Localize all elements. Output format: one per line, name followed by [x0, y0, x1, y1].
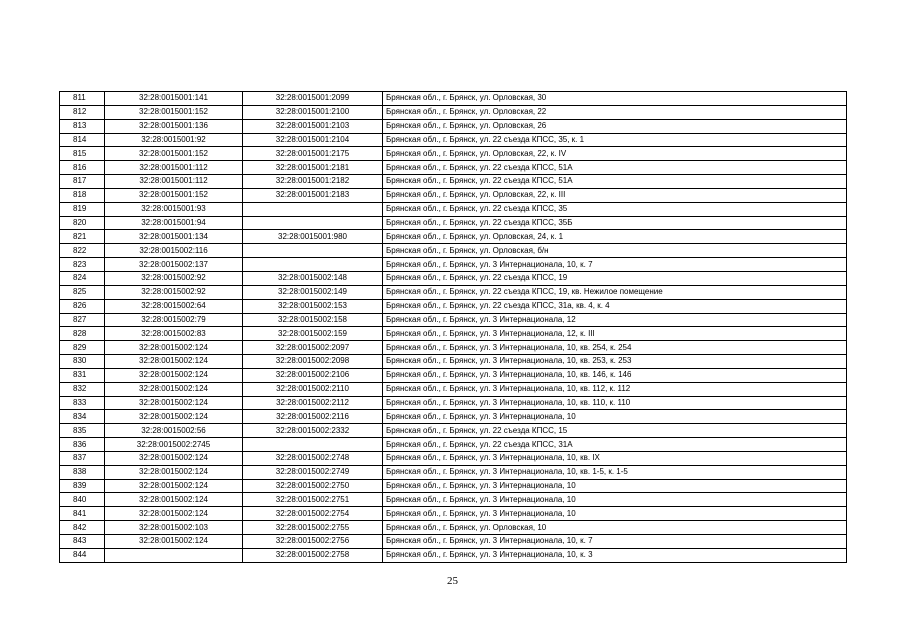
row-number-cell: 835 — [60, 424, 105, 438]
table-row — [60, 244, 847, 258]
table-row — [60, 382, 847, 396]
address-cell: Брянская обл., г. Брянск, ул. Орловская, 22, к. III — [383, 188, 847, 202]
land-cadastral-number-cell: 32:28:0015001:112 — [105, 161, 243, 175]
object-cadastral-number-cell: 32:28:0015001:2103 — [243, 119, 383, 133]
object-cadastral-number-cell: 32:28:0015001:2104 — [243, 133, 383, 147]
land-cadastral-number-cell: 32:28:0015002:124 — [105, 410, 243, 424]
object-cadastral-number-cell: 32:28:0015002:2756 — [243, 535, 383, 549]
land-cadastral-number-cell: 32:28:0015002:124 — [105, 396, 243, 410]
table-row — [60, 202, 847, 216]
land-cadastral-number-cell: 32:28:0015002:124 — [105, 355, 243, 369]
row-number-cell: 816 — [60, 161, 105, 175]
row-number-cell: 838 — [60, 465, 105, 479]
address-cell: Брянская обл., г. Брянск, ул. 3 Интернационала, 10, к. 7 — [383, 535, 847, 549]
object-cadastral-number-cell: 32:28:0015002:159 — [243, 327, 383, 341]
table-row — [60, 451, 847, 465]
land-cadastral-number-cell: 32:28:0015002:124 — [105, 382, 243, 396]
object-cadastral-number-cell: 32:28:0015002:2758 — [243, 548, 383, 562]
land-cadastral-number-cell: 32:28:0015002:124 — [105, 341, 243, 355]
object-cadastral-number-cell: 32:28:0015002:2755 — [243, 521, 383, 535]
land-cadastral-number-cell: 32:28:0015002:124 — [105, 451, 243, 465]
land-cadastral-number-cell: 32:28:0015001:141 — [105, 92, 243, 106]
table-row — [60, 327, 847, 341]
table-row — [60, 258, 847, 272]
object-cadastral-number-cell: 32:28:0015002:2116 — [243, 410, 383, 424]
land-cadastral-number-cell: 32:28:0015001:152 — [105, 147, 243, 161]
address-cell: Брянская обл., г. Брянск, ул. 3 Интернационала, 10 — [383, 493, 847, 507]
row-number-cell: 839 — [60, 479, 105, 493]
row-number-cell: 821 — [60, 230, 105, 244]
object-cadastral-number-cell: 32:28:0015001:2181 — [243, 161, 383, 175]
row-number-cell: 833 — [60, 396, 105, 410]
object-cadastral-number-cell: 32:28:0015001:980 — [243, 230, 383, 244]
page-number: 25 — [447, 575, 458, 587]
row-number-cell: 817 — [60, 175, 105, 189]
object-cadastral-number-cell: 32:28:0015002:2749 — [243, 465, 383, 479]
land-cadastral-number-cell: 32:28:0015001:93 — [105, 202, 243, 216]
land-cadastral-number-cell: 32:28:0015002:103 — [105, 521, 243, 535]
land-cadastral-number-cell: 32:28:0015002:64 — [105, 299, 243, 313]
address-cell: Брянская обл., г. Брянск, ул. 3 Интернационала, 12, к. III — [383, 327, 847, 341]
address-cell: Брянская обл., г. Брянск, ул. Орловская, 10 — [383, 521, 847, 535]
object-cadastral-number-cell: 32:28:0015002:2754 — [243, 507, 383, 521]
address-cell: Брянская обл., г. Брянск, ул. Орловская, 30 — [383, 92, 847, 106]
land-cadastral-number-cell: 32:28:0015002:137 — [105, 258, 243, 272]
object-cadastral-number-cell: 32:28:0015002:158 — [243, 313, 383, 327]
object-cadastral-number-cell: 32:28:0015002:2332 — [243, 424, 383, 438]
land-cadastral-number-cell: 32:28:0015002:56 — [105, 424, 243, 438]
object-cadastral-number-cell — [243, 244, 383, 258]
table-row — [60, 299, 847, 313]
row-number-cell: 843 — [60, 535, 105, 549]
address-cell: Брянская обл., г. Брянск, ул. 3 Интернационала, 10, кв. 1-5, к. 1-5 — [383, 465, 847, 479]
land-cadastral-number-cell: 32:28:0015002:92 — [105, 271, 243, 285]
row-number-cell: 812 — [60, 105, 105, 119]
table-row — [60, 410, 847, 424]
address-cell: Брянская обл., г. Брянск, ул. 22 съезда КПСС, 31А — [383, 438, 847, 452]
table-row — [60, 507, 847, 521]
address-cell: Брянская обл., г. Брянск, ул. 3 Интернационала, 10, к. 3 — [383, 548, 847, 562]
address-cell: Брянская обл., г. Брянск, ул. 22 съезда КПСС, 15 — [383, 424, 847, 438]
row-number-cell: 822 — [60, 244, 105, 258]
address-cell: Брянская обл., г. Брянск, ул. Орловская, б/н — [383, 244, 847, 258]
address-cell: Брянская обл., г. Брянск, ул. 3 Интернационала, 10 — [383, 410, 847, 424]
object-cadastral-number-cell: 32:28:0015002:2112 — [243, 396, 383, 410]
object-cadastral-number-cell — [243, 258, 383, 272]
address-cell: Брянская обл., г. Брянск, ул. 22 съезда КПСС, 35, к. 1 — [383, 133, 847, 147]
row-number-cell: 824 — [60, 271, 105, 285]
object-cadastral-number-cell: 32:28:0015001:2100 — [243, 105, 383, 119]
table-row — [60, 230, 847, 244]
object-cadastral-number-cell: 32:28:0015002:2106 — [243, 368, 383, 382]
row-number-cell: 811 — [60, 92, 105, 106]
row-number-cell: 813 — [60, 119, 105, 133]
row-number-cell: 831 — [60, 368, 105, 382]
land-cadastral-number-cell: 32:28:0015002:116 — [105, 244, 243, 258]
land-cadastral-number-cell: 32:28:0015001:92 — [105, 133, 243, 147]
address-cell: Брянская обл., г. Брянск, ул. 22 съезда КПСС, 35Б — [383, 216, 847, 230]
table-row — [60, 368, 847, 382]
land-cadastral-number-cell: 32:28:0015002:124 — [105, 479, 243, 493]
table-row — [60, 465, 847, 479]
row-number-cell: 832 — [60, 382, 105, 396]
table-row — [60, 521, 847, 535]
object-cadastral-number-cell: 32:28:0015001:2099 — [243, 92, 383, 106]
address-cell: Брянская обл., г. Брянск, ул. 3 Интернационала, 12 — [383, 313, 847, 327]
land-cadastral-number-cell: 32:28:0015001:134 — [105, 230, 243, 244]
row-number-cell: 837 — [60, 451, 105, 465]
row-number-cell: 814 — [60, 133, 105, 147]
land-cadastral-number-cell: 32:28:0015002:124 — [105, 507, 243, 521]
object-cadastral-number-cell: 32:28:0015002:153 — [243, 299, 383, 313]
address-cell: Брянская обл., г. Брянск, ул. 3 Интернационала, 10, кв. 110, к. 110 — [383, 396, 847, 410]
table-row — [60, 175, 847, 189]
table-row — [60, 216, 847, 230]
address-cell: Брянская обл., г. Брянск, ул. 22 съезда КПСС, 51А — [383, 161, 847, 175]
object-cadastral-number-cell: 32:28:0015002:2110 — [243, 382, 383, 396]
address-cell: Брянская обл., г. Брянск, ул. Орловская, 26 — [383, 119, 847, 133]
object-cadastral-number-cell — [243, 216, 383, 230]
address-cell: Брянская обл., г. Брянск, ул. Орловская, 22 — [383, 105, 847, 119]
table-row — [60, 147, 847, 161]
land-cadastral-number-cell: 32:28:0015001:152 — [105, 105, 243, 119]
row-number-cell: 834 — [60, 410, 105, 424]
land-cadastral-number-cell: 32:28:0015002:79 — [105, 313, 243, 327]
row-number-cell: 836 — [60, 438, 105, 452]
land-cadastral-number-cell: 32:28:0015001:112 — [105, 175, 243, 189]
land-cadastral-number-cell: 32:28:0015001:136 — [105, 119, 243, 133]
row-number-cell: 820 — [60, 216, 105, 230]
row-number-cell: 830 — [60, 355, 105, 369]
address-cell: Брянская обл., г. Брянск, ул. 3 Интернационала, 10, кв. 254, к. 254 — [383, 341, 847, 355]
address-cell: Брянская обл., г. Брянск, ул. Орловская, 22, к. IV — [383, 147, 847, 161]
object-cadastral-number-cell — [243, 202, 383, 216]
object-cadastral-number-cell: 32:28:0015001:2182 — [243, 175, 383, 189]
row-number-cell: 827 — [60, 313, 105, 327]
object-cadastral-number-cell: 32:28:0015002:2751 — [243, 493, 383, 507]
address-cell: Брянская обл., г. Брянск, ул. 22 съезда КПСС, 19 — [383, 271, 847, 285]
table-row — [60, 313, 847, 327]
address-cell: Брянская обл., г. Брянск, ул. Орловская, 24, к. 1 — [383, 230, 847, 244]
table-row — [60, 479, 847, 493]
table-row — [60, 271, 847, 285]
row-number-cell: 840 — [60, 493, 105, 507]
object-cadastral-number-cell: 32:28:0015002:2748 — [243, 451, 383, 465]
object-cadastral-number-cell: 32:28:0015002:2750 — [243, 479, 383, 493]
row-number-cell: 823 — [60, 258, 105, 272]
object-cadastral-number-cell — [243, 438, 383, 452]
row-number-cell: 825 — [60, 285, 105, 299]
land-cadastral-number-cell: 32:28:0015002:124 — [105, 493, 243, 507]
land-cadastral-number-cell: 32:28:0015002:124 — [105, 465, 243, 479]
land-cadastral-number-cell: 32:28:0015002:92 — [105, 285, 243, 299]
address-cell: Брянская обл., г. Брянск, ул. 3 Интернационала, 10, кв. 112, к. 112 — [383, 382, 847, 396]
land-cadastral-number-cell — [105, 548, 243, 562]
table-row — [60, 119, 847, 133]
land-cadastral-number-cell: 32:28:0015001:152 — [105, 188, 243, 202]
object-cadastral-number-cell: 32:28:0015002:2097 — [243, 341, 383, 355]
row-number-cell: 829 — [60, 341, 105, 355]
land-cadastral-number-cell: 32:28:0015002:2745 — [105, 438, 243, 452]
table-row — [60, 355, 847, 369]
row-number-cell: 818 — [60, 188, 105, 202]
table-row — [60, 133, 847, 147]
land-cadastral-number-cell: 32:28:0015002:124 — [105, 368, 243, 382]
address-cell: Брянская обл., г. Брянск, ул. 3 Интернационала, 10, к. 7 — [383, 258, 847, 272]
table-row — [60, 535, 847, 549]
object-cadastral-number-cell: 32:28:0015001:2175 — [243, 147, 383, 161]
row-number-cell: 819 — [60, 202, 105, 216]
table-row — [60, 548, 847, 562]
table-row — [60, 396, 847, 410]
row-number-cell: 815 — [60, 147, 105, 161]
row-number-cell: 826 — [60, 299, 105, 313]
table-row — [60, 92, 847, 106]
table-row — [60, 424, 847, 438]
registry-table-body — [60, 92, 847, 563]
address-cell: Брянская обл., г. Брянск, ул. 3 Интернационала, 10 — [383, 507, 847, 521]
table-row — [60, 341, 847, 355]
land-cadastral-number-cell: 32:28:0015001:94 — [105, 216, 243, 230]
row-number-cell: 844 — [60, 548, 105, 562]
address-cell: Брянская обл., г. Брянск, ул. 22 съезда КПСС, 19, кв. Нежилое помещение — [383, 285, 847, 299]
table-row — [60, 493, 847, 507]
land-cadastral-number-cell: 32:28:0015002:124 — [105, 535, 243, 549]
address-cell: Брянская обл., г. Брянск, ул. 22 съезда КПСС, 35 — [383, 202, 847, 216]
address-cell: Брянская обл., г. Брянск, ул. 3 Интернационала, 10, кв. IX — [383, 451, 847, 465]
address-cell: Брянская обл., г. Брянск, ул. 22 съезда КПСС, 51А — [383, 175, 847, 189]
row-number-cell: 842 — [60, 521, 105, 535]
registry-table — [59, 91, 847, 563]
address-cell: Брянская обл., г. Брянск, ул. 3 Интернационала, 10, кв. 253, к. 253 — [383, 355, 847, 369]
row-number-cell: 841 — [60, 507, 105, 521]
object-cadastral-number-cell: 32:28:0015002:2098 — [243, 355, 383, 369]
object-cadastral-number-cell: 32:28:0015002:148 — [243, 271, 383, 285]
table-row — [60, 161, 847, 175]
table-row — [60, 188, 847, 202]
address-cell: Брянская обл., г. Брянск, ул. 3 Интернационала, 10 — [383, 479, 847, 493]
object-cadastral-number-cell: 32:28:0015002:149 — [243, 285, 383, 299]
table-row — [60, 285, 847, 299]
object-cadastral-number-cell: 32:28:0015001:2183 — [243, 188, 383, 202]
address-cell: Брянская обл., г. Брянск, ул. 3 Интернационала, 10, кв. 146, к. 146 — [383, 368, 847, 382]
row-number-cell: 828 — [60, 327, 105, 341]
table-row — [60, 438, 847, 452]
address-cell: Брянская обл., г. Брянск, ул. 22 съезда КПСС, 31а, кв. 4, к. 4 — [383, 299, 847, 313]
table-row — [60, 105, 847, 119]
land-cadastral-number-cell: 32:28:0015002:83 — [105, 327, 243, 341]
